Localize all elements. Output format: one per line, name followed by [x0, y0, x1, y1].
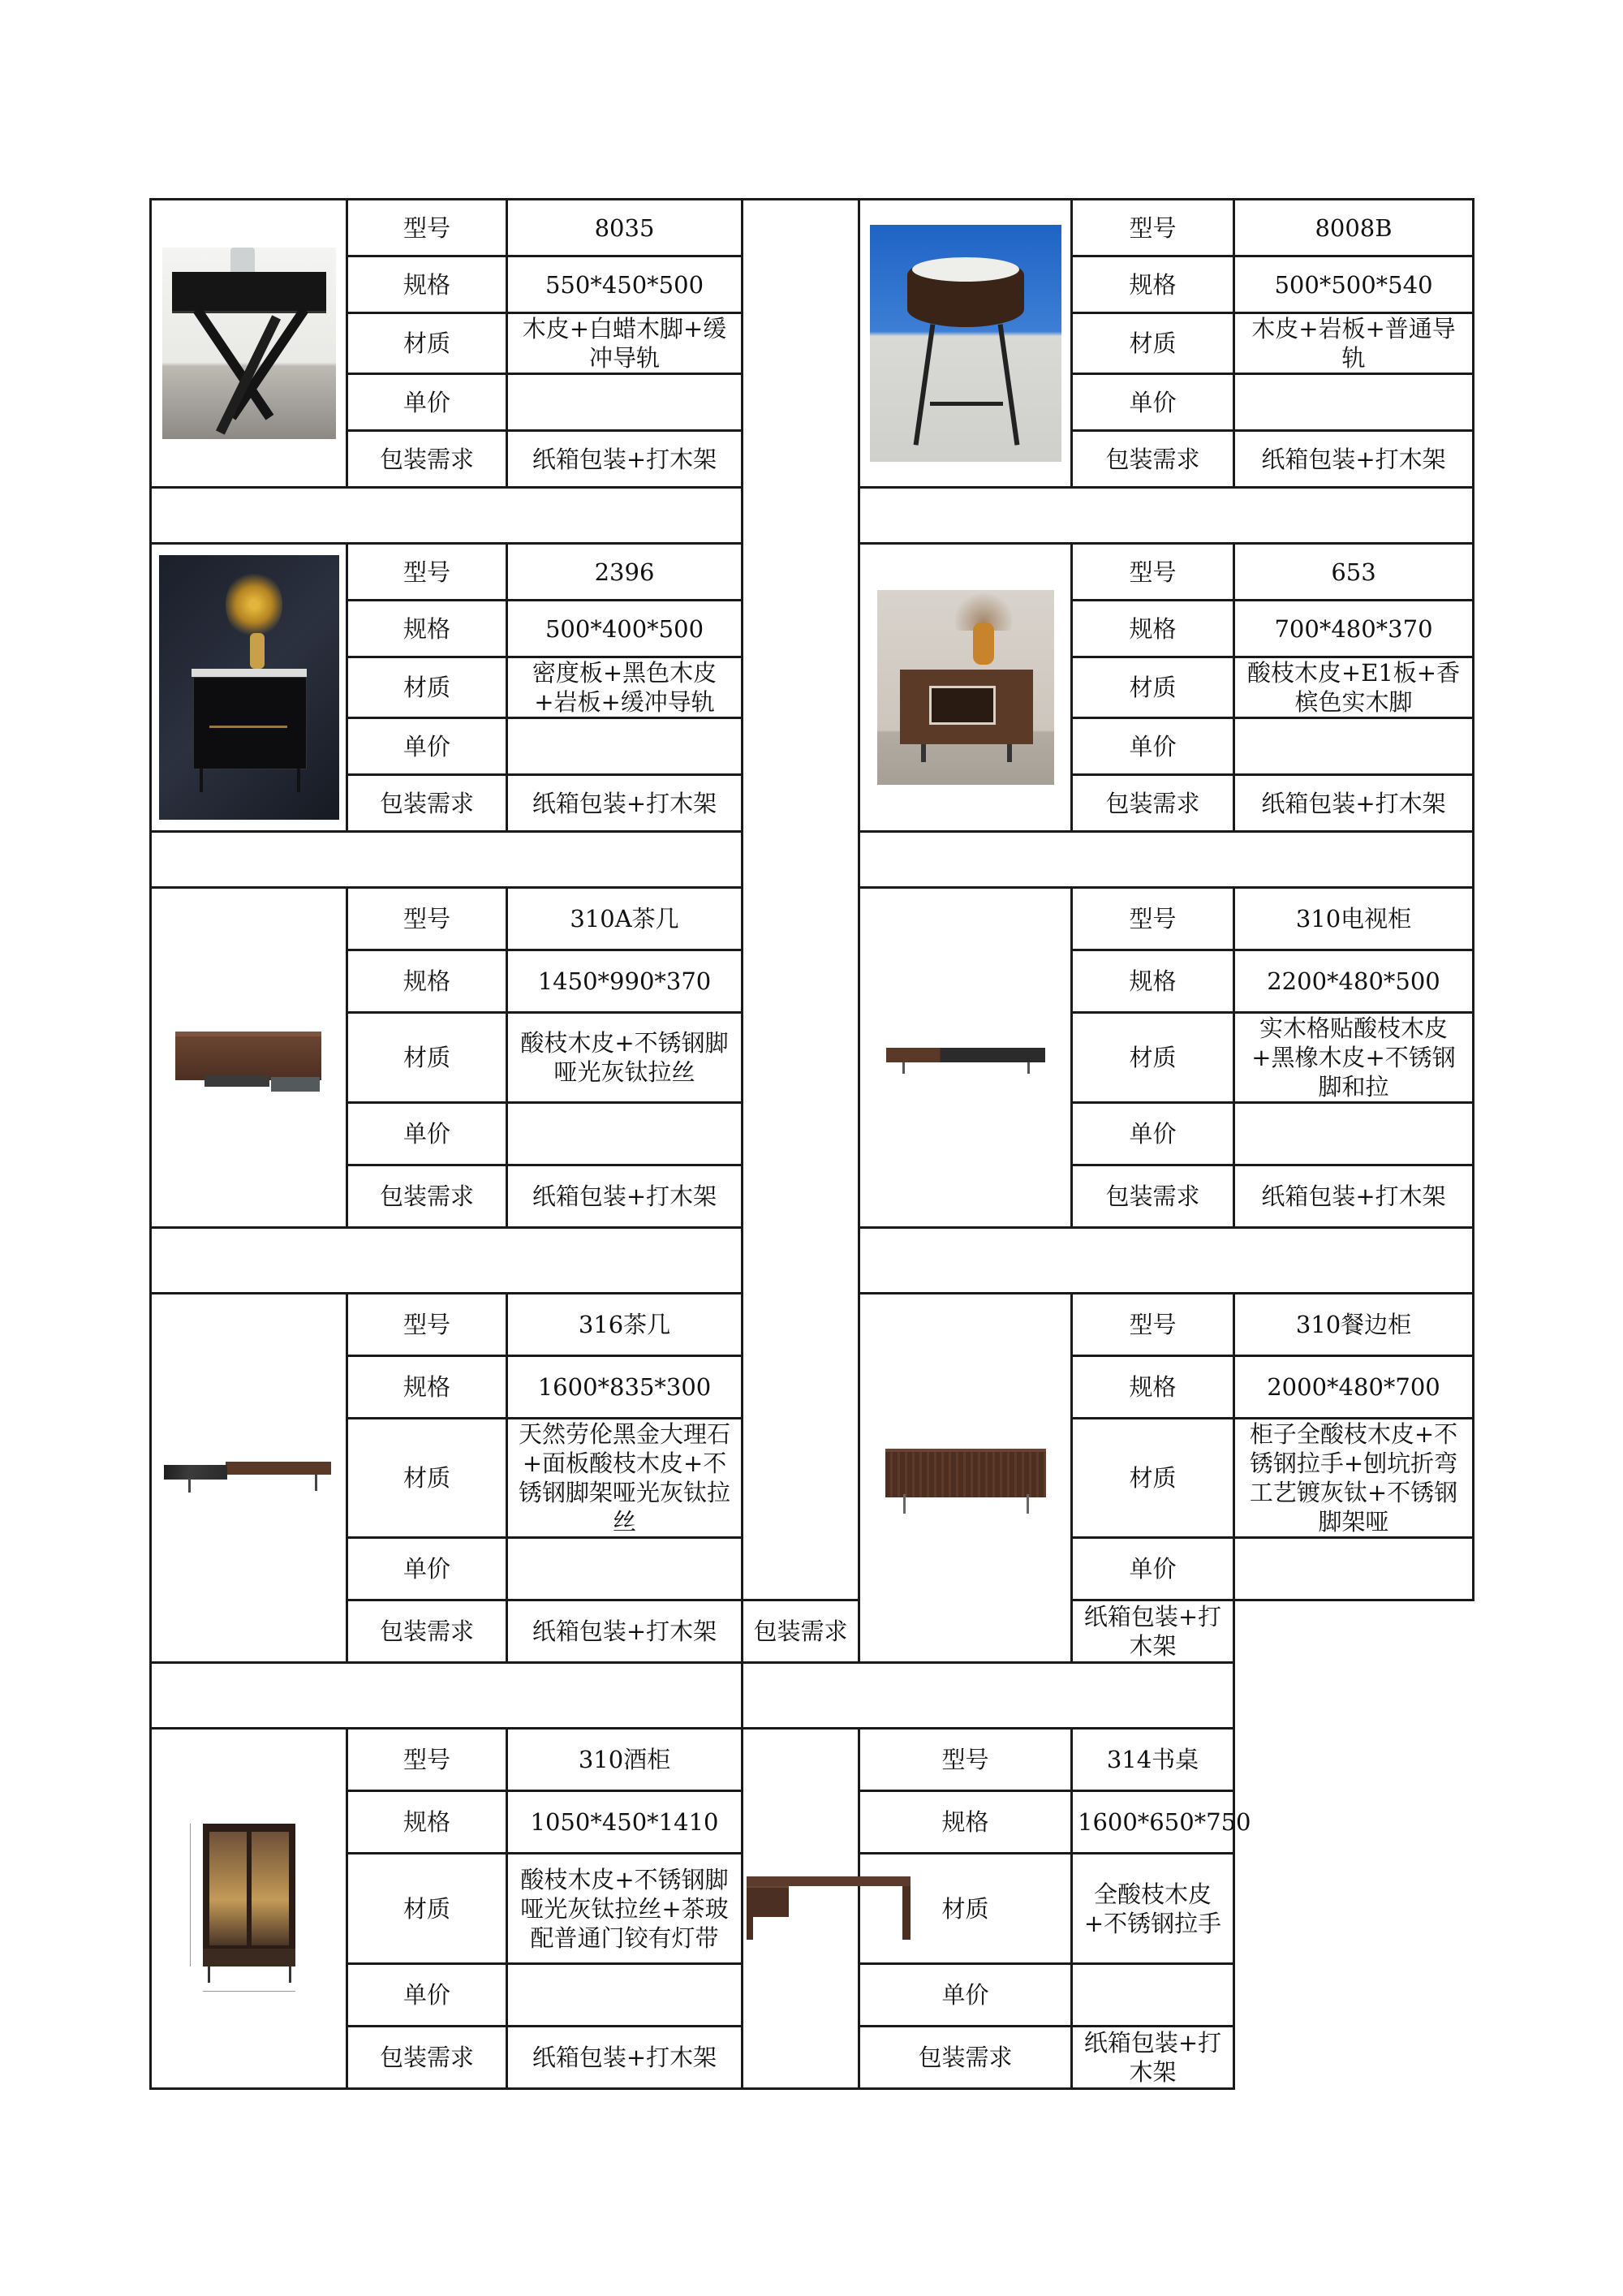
label-spec: 规格 [347, 256, 507, 313]
value-model: 310酒柜 [507, 1729, 743, 1791]
label-spec: 规格 [347, 601, 507, 657]
value-material: 酸枝木皮+不锈钢脚哑光灰钛拉丝 [507, 1013, 743, 1103]
coffee-table-310a-picture [172, 1017, 326, 1098]
value-material: 密度板+黑色木皮+岩板+缓冲导轨 [507, 657, 743, 718]
value-packaging: 纸箱包装+打木架 [507, 1165, 743, 1228]
label-material: 材质 [1072, 657, 1234, 718]
column-gap [743, 200, 859, 1600]
value-packaging: 纸箱包装+打木架 [1072, 1600, 1234, 1663]
wine-cabinet-310-picture [188, 1819, 310, 1999]
product-image-8035 [151, 200, 347, 488]
value-model: 8035 [507, 200, 743, 256]
value-spec: 2000*480*700 [1234, 1356, 1474, 1419]
label-spec: 规格 [1072, 950, 1234, 1013]
value-packaging: 纸箱包装+打木架 [507, 2027, 743, 2089]
value-model: 310A茶几 [507, 888, 743, 950]
value-spec: 550*450*500 [507, 256, 743, 313]
label-price: 单价 [347, 1964, 507, 2027]
round-nightstand-8008b-picture [870, 225, 1061, 462]
nightstand-8035-picture [162, 248, 336, 439]
label-packaging: 包装需求 [743, 1600, 859, 1663]
label-packaging: 包装需求 [859, 2027, 1072, 2089]
product-image-310-tv [859, 888, 1072, 1228]
spacer-row [151, 488, 743, 544]
product-image-310-wine [151, 1729, 347, 2089]
sideboard-310-picture [880, 1437, 1051, 1518]
product-image-314-desk [743, 1729, 859, 2089]
value-material: 木皮+岩板+普通导轨 [1234, 313, 1474, 374]
spacer-row [151, 832, 743, 888]
value-material: 木皮+白蜡木脚+缓冲导轨 [507, 313, 743, 374]
label-material: 材质 [347, 1419, 507, 1538]
value-model: 310电视柜 [1234, 888, 1474, 950]
label-spec: 规格 [347, 950, 507, 1013]
spacer-row [859, 488, 1474, 544]
value-spec: 500*500*540 [1234, 256, 1474, 313]
label-material: 材质 [347, 313, 507, 374]
label-material: 材质 [1072, 1013, 1234, 1103]
value-model: 314书桌 [1072, 1729, 1234, 1791]
label-model: 型号 [1072, 1294, 1234, 1356]
value-price [507, 1103, 743, 1165]
value-price [507, 718, 743, 775]
label-packaging: 包装需求 [347, 775, 507, 832]
wood-nightstand-653-picture [877, 590, 1054, 785]
label-model: 型号 [347, 1729, 507, 1791]
label-material: 材质 [347, 1013, 507, 1103]
spacer-row [859, 832, 1474, 888]
product-image-2396 [151, 544, 347, 832]
label-material: 材质 [859, 1854, 1072, 1964]
value-spec: 500*400*500 [507, 601, 743, 657]
value-spec: 1050*450*1410 [507, 1791, 743, 1854]
value-material: 天然劳伦黑金大理石+面板酸枝木皮+不锈钢脚架哑光灰钛拉丝 [507, 1419, 743, 1538]
label-model: 型号 [347, 1294, 507, 1356]
writing-desk-314-picture [743, 1868, 914, 1949]
label-price: 单价 [1072, 1538, 1234, 1600]
label-model: 型号 [347, 888, 507, 950]
label-model: 型号 [347, 200, 507, 256]
label-price: 单价 [1072, 1103, 1234, 1165]
label-model: 型号 [1072, 888, 1234, 950]
value-material: 酸枝木皮+不锈钢脚哑光灰钛拉丝+茶玻配普通门铰有灯带 [507, 1854, 743, 1964]
value-price [1234, 1103, 1474, 1165]
value-price [507, 1964, 743, 2027]
product-image-316 [151, 1294, 347, 1663]
product-image-310-sideboard [859, 1294, 1072, 1663]
spacer-row [743, 1663, 1234, 1729]
product-image-653 [859, 544, 1072, 832]
label-packaging: 包装需求 [1072, 1165, 1234, 1228]
label-spec: 规格 [1072, 1356, 1234, 1419]
value-spec: 1450*990*370 [507, 950, 743, 1013]
value-packaging: 纸箱包装+打木架 [507, 1600, 743, 1663]
value-spec: 2200*480*500 [1234, 950, 1474, 1013]
label-price: 单价 [347, 1103, 507, 1165]
value-model: 316茶几 [507, 1294, 743, 1356]
value-price [1234, 1538, 1474, 1600]
value-spec: 1600*835*300 [507, 1356, 743, 1419]
value-model: 2396 [507, 544, 743, 601]
label-material: 材质 [347, 657, 507, 718]
value-spec: 700*480*370 [1234, 601, 1474, 657]
product-spec-table [149, 198, 1474, 2090]
tv-cabinet-310-picture [885, 1033, 1047, 1082]
label-material: 材质 [347, 1854, 507, 1964]
value-packaging: 纸箱包装+打木架 [1072, 2027, 1234, 2089]
spacer-row [151, 1663, 743, 1729]
value-packaging: 纸箱包装+打木架 [1234, 1165, 1474, 1228]
label-price: 单价 [1072, 718, 1234, 775]
label-spec: 规格 [347, 1356, 507, 1419]
value-model: 653 [1234, 544, 1474, 601]
label-packaging: 包装需求 [347, 431, 507, 488]
spacer-row [151, 1228, 743, 1294]
label-packaging: 包装需求 [347, 1165, 507, 1228]
label-price: 单价 [859, 1964, 1072, 2027]
value-packaging: 纸箱包装+打木架 [507, 775, 743, 832]
spacer-row [859, 1228, 1474, 1294]
product-image-310a [151, 888, 347, 1228]
label-spec: 规格 [347, 1791, 507, 1854]
label-model: 型号 [1072, 544, 1234, 601]
label-price: 单价 [1072, 374, 1234, 431]
value-material: 实木格贴酸枝木皮+黑橡木皮+不锈钢脚和拉 [1234, 1013, 1474, 1103]
label-material: 材质 [1072, 1419, 1234, 1538]
label-spec: 规格 [1072, 601, 1234, 657]
value-price [507, 1538, 743, 1600]
label-price: 单价 [347, 1538, 507, 1600]
value-packaging: 纸箱包装+打木架 [507, 431, 743, 488]
label-packaging: 包装需求 [347, 2027, 507, 2089]
label-model: 型号 [347, 544, 507, 601]
value-material: 全酸枝木皮+不锈钢拉手 [1072, 1854, 1234, 1964]
label-packaging: 包装需求 [1072, 431, 1234, 488]
value-price [507, 374, 743, 431]
value-price [1072, 1964, 1234, 2027]
value-price [1234, 718, 1474, 775]
value-material: 酸枝木皮+E1板+香槟色实木脚 [1234, 657, 1474, 718]
value-model: 8008B [1234, 200, 1474, 256]
label-spec: 规格 [859, 1791, 1072, 1854]
value-spec: 1600*650*750 [1072, 1791, 1234, 1854]
label-model: 型号 [859, 1729, 1072, 1791]
black-nightstand-2396-picture [159, 555, 339, 820]
value-material: 柜子全酸枝木皮+不锈钢拉手+刨坑折弯工艺镀灰钛+不锈钢脚架哑 [1234, 1419, 1474, 1538]
label-price: 单价 [347, 718, 507, 775]
label-spec: 规格 [1072, 256, 1234, 313]
value-model: 310餐边柜 [1234, 1294, 1474, 1356]
marble-coffee-table-316-picture [164, 1454, 334, 1502]
label-packaging: 包装需求 [347, 1600, 507, 1663]
label-material: 材质 [1072, 313, 1234, 374]
value-packaging: 纸箱包装+打木架 [1234, 431, 1474, 488]
label-price: 单价 [347, 374, 507, 431]
label-packaging: 包装需求 [1072, 775, 1234, 832]
label-model: 型号 [1072, 200, 1234, 256]
value-packaging: 纸箱包装+打木架 [1234, 775, 1474, 832]
value-price [1234, 374, 1474, 431]
product-image-8008b [859, 200, 1072, 488]
